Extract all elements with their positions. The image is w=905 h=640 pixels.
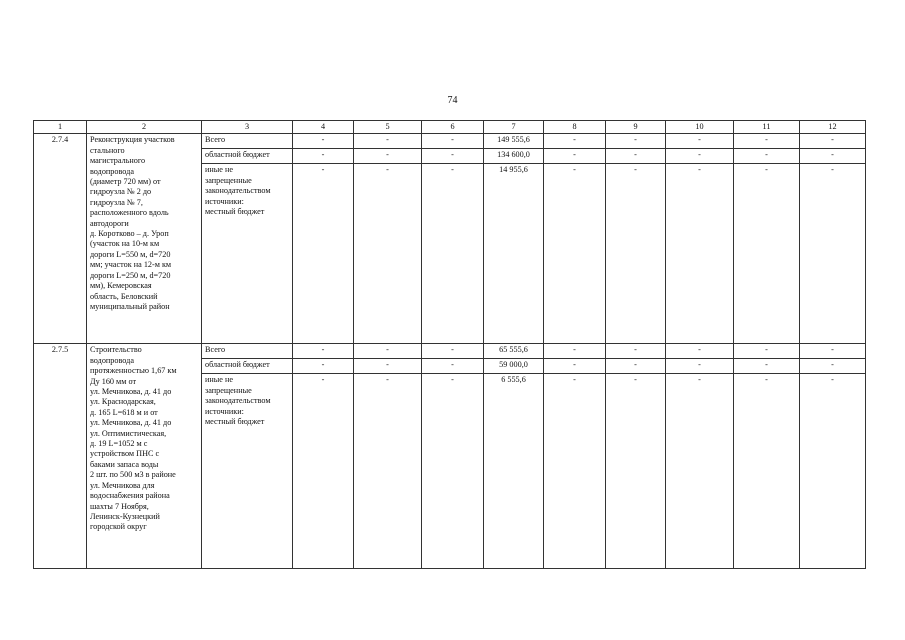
table-cell: - [734,359,800,374]
table-cell: - [606,359,666,374]
table-cell: - [666,149,734,164]
table-cell: 6 555,6 [484,374,544,569]
column-header: 2 [87,121,202,134]
table-cell: - [354,374,422,569]
budget-table [33,120,866,569]
table-cell: - [293,149,354,164]
funding-source: Всего [202,134,293,149]
page-number: 74 [447,95,458,106]
column-header: 8 [544,121,606,134]
table-cell: - [606,164,666,344]
table-cell: - [354,164,422,344]
table-cell: - [734,344,800,359]
table-cell: - [800,134,866,149]
row-id: 2.7.4 [34,134,87,344]
table-cell: 134 600,0 [484,149,544,164]
table-cell: - [354,134,422,149]
column-header: 9 [606,121,666,134]
table-cell: - [544,359,606,374]
table-cell: - [354,359,422,374]
funding-source: областной бюджет [202,149,293,164]
column-header: 11 [734,121,800,134]
funding-source: иные не запрещенные законодательством источники: местный бюджет [202,164,293,344]
column-header: 6 [422,121,484,134]
table-cell: - [544,164,606,344]
table-cell: - [606,374,666,569]
table-cell: - [422,149,484,164]
table-cell: - [800,149,866,164]
table-cell: - [544,134,606,149]
table-cell: - [422,164,484,344]
column-header: 4 [293,121,354,134]
measure-name: Строительство водопровода протяженностью 1,67 км Ду 160 мм от ул. Мечникова, д. 41 до ул. Краснодарская, д. 165 L=618 м и от ул. Мечникова, д. 41 до ул. Оптимистическая, д. 19 L=1052 м с устройством ПНС с баками запаса воды 2 шт. по 500 м3 в районе ул. Мечникова для водоснабжения района шахты 7 Ноября, Ленинск-Кузнецкий городской округ [87,344,202,569]
table-cell: - [544,344,606,359]
table-cell: - [606,149,666,164]
table-cell: - [800,164,866,344]
measure-name: Реконструкция участков стального магистрального водопровода (диаметр 720 мм) от гидроузла № 2 до гидроузла № 7, расположенного вдоль автодороги д. Коротково – д. Уроп (участок на 10-м км дороги L=550 м, d=720 мм; участок на 12-м км дороги L=250 м, d=720 мм), Кемеровская область, Беловский муниципальный район [87,134,202,344]
funding-source: областной бюджет [202,359,293,374]
table-cell: - [800,344,866,359]
table-cell: - [293,374,354,569]
column-header: 1 [34,121,87,134]
table-cell: - [544,374,606,569]
table-cell: 65 555,6 [484,344,544,359]
table-cell: - [606,134,666,149]
column-header: 5 [354,121,422,134]
column-header: 7 [484,121,544,134]
table-cell: - [354,344,422,359]
table-cell: - [606,344,666,359]
table-cell: - [293,164,354,344]
table-cell: - [422,374,484,569]
column-header: 3 [202,121,293,134]
funding-source: иные не запрещенные законодательством источники: местный бюджет [202,374,293,569]
table-cell: - [800,374,866,569]
table-cell: - [293,134,354,149]
table-cell: - [293,359,354,374]
column-header: 12 [800,121,866,134]
table-cell: - [422,359,484,374]
row-id: 2.7.5 [34,344,87,569]
table-cell: - [544,149,606,164]
table-cell: - [734,134,800,149]
table-cell: - [666,344,734,359]
table-cell: - [800,359,866,374]
column-header: 10 [666,121,734,134]
table-cell: - [734,164,800,344]
table-header-row [34,121,866,134]
table-cell: - [666,374,734,569]
table-cell: 149 555,6 [484,134,544,149]
table-cell: - [422,344,484,359]
table-cell: - [666,164,734,344]
table-cell: 14 955,6 [484,164,544,344]
table-cell: 59 000,0 [484,359,544,374]
table-row [34,344,866,359]
table-cell: - [422,134,484,149]
table-cell: - [666,359,734,374]
table-cell: - [734,149,800,164]
table-cell: - [666,134,734,149]
table-cell: - [354,149,422,164]
funding-source: Всего [202,344,293,359]
table-cell: - [293,344,354,359]
table-row [34,134,866,149]
table-cell: - [734,374,800,569]
